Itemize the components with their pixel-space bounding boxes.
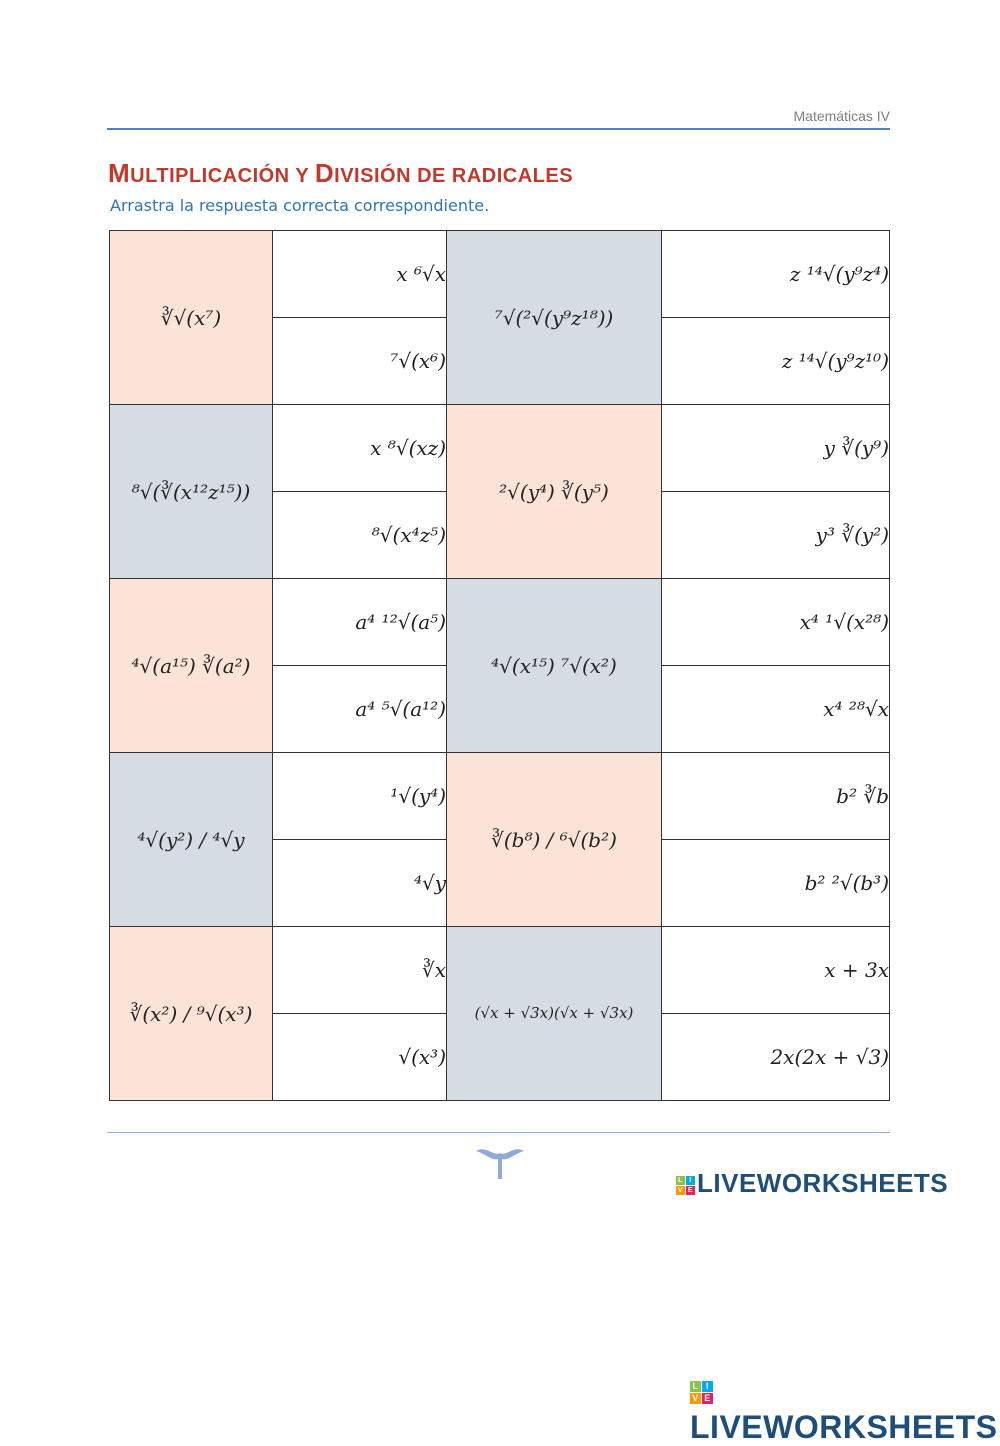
question-cell-expr: ∛(b⁸) / ⁶√(b²)	[491, 827, 617, 852]
answer-option-expr: ¹√(y⁴)	[390, 784, 446, 808]
brand-mark-icon: L I V E	[677, 1176, 694, 1194]
table-row	[110, 579, 890, 666]
question-cell	[447, 927, 662, 1101]
question-cell-expr: ⁴√(a¹⁵) ∛(a²)	[131, 653, 251, 678]
question-cell	[110, 405, 273, 579]
question-cell-expr: ⁴√(x¹⁵) ⁷√(x²)	[491, 653, 617, 678]
exercise-table	[109, 230, 890, 1101]
title-cap-m: M	[108, 158, 131, 188]
answer-option-expr: ⁷√(x⁶)	[390, 349, 446, 373]
answer-option[interactable]	[273, 318, 447, 405]
title-y: Y	[295, 165, 315, 187]
title-rest-1: ULTIPLICACIÓN	[130, 165, 296, 187]
title-rest-2: IVISIÓN DE RADICALES	[334, 165, 574, 187]
answer-option-expr: x⁴ ¹√(x²⁸)	[799, 610, 889, 634]
table-row	[110, 753, 890, 840]
question-cell-expr: ⁴√(y²) / ⁴√y	[137, 827, 245, 852]
answer-option[interactable]	[273, 1014, 447, 1101]
question-cell	[110, 927, 273, 1101]
question-cell-expr: ∛(x²) / ⁹√(x³)	[129, 1001, 253, 1026]
answer-option-expr: x⁴ ²⁸√x	[823, 697, 889, 721]
worksheet-title	[108, 158, 573, 189]
question-cell	[447, 231, 662, 405]
answer-option-expr: ∛x	[421, 958, 446, 982]
ornament-icon	[472, 1143, 528, 1183]
question-cell	[110, 753, 273, 927]
answer-option-expr: a⁴ ⁵√(a¹²)	[355, 697, 446, 721]
question-cell-expr: ∛√(x⁷)	[160, 305, 222, 330]
table-row	[110, 927, 890, 1014]
brand-text: LIVEWORKSHEETS	[690, 1409, 998, 1445]
question-cell	[447, 753, 662, 927]
worksheet-subtitle: Arrastra la respuesta correcta correspondiente.	[110, 196, 490, 215]
answer-option-expr: z ¹⁴√(y⁹z⁴)	[789, 262, 889, 286]
footer-rule	[107, 1132, 890, 1133]
table-row	[110, 405, 890, 492]
answer-option[interactable]	[273, 231, 447, 318]
answer-option-expr: √(x³)	[398, 1045, 446, 1069]
answer-option[interactable]	[662, 579, 890, 666]
answer-option[interactable]	[273, 492, 447, 579]
answer-option-expr: x ⁶√x	[396, 262, 446, 286]
answer-option[interactable]	[273, 753, 447, 840]
answer-option-expr: x ⁸√(xz)	[370, 436, 446, 460]
question-cell-expr: ⁷√(²√(y⁹z¹⁸))	[494, 305, 614, 330]
answer-option-expr: 2x(2x + √3)	[770, 1045, 889, 1069]
answer-option[interactable]	[273, 927, 447, 1014]
answer-option-expr: ⁸√(x⁴z⁵)	[371, 523, 446, 547]
answer-option-expr: b² ²√(b³)	[804, 871, 889, 895]
answer-option[interactable]	[662, 840, 890, 927]
answer-option[interactable]	[273, 579, 447, 666]
question-cell	[110, 579, 273, 753]
answer-option[interactable]	[662, 666, 890, 753]
table-row	[110, 231, 890, 318]
answer-option[interactable]	[662, 318, 890, 405]
question-cell-expr: (√x + √3x)(√x + √3x)	[474, 1004, 634, 1022]
answer-option-expr: y³ ∛(y²)	[815, 523, 889, 547]
course-label: Matemáticas IV	[793, 108, 890, 124]
brand-mark-icon: L I V E	[690, 1381, 713, 1404]
answer-option-expr: x + 3x	[824, 958, 889, 982]
answer-option[interactable]	[662, 1014, 890, 1101]
answer-option-expr: b² ∛b	[836, 784, 889, 808]
answer-option[interactable]	[662, 405, 890, 492]
answer-option-expr: z ¹⁴√(y⁹z¹⁰)	[781, 349, 889, 373]
brand-logo-mid	[676, 1168, 948, 1199]
answer-option[interactable]	[273, 405, 447, 492]
question-cell	[110, 231, 273, 405]
answer-option[interactable]	[662, 753, 890, 840]
title-cap-d: D	[314, 158, 335, 188]
question-cell	[447, 579, 662, 753]
answer-option-expr: y ∛(y⁹)	[823, 436, 889, 460]
question-cell-expr: ⁸√(∛(x¹²z¹⁵))	[131, 479, 251, 504]
brand-logo-bottom	[690, 1372, 1000, 1446]
brand-text: LIVEWORKSHEETS	[697, 1168, 949, 1198]
question-cell-expr: ²√(y⁴) ∛(y⁵)	[499, 479, 609, 504]
header-rule	[107, 128, 890, 130]
answer-option[interactable]	[662, 927, 890, 1014]
answer-option-expr: a⁴ ¹²√(a⁵)	[355, 610, 446, 634]
answer-option[interactable]	[662, 492, 890, 579]
answer-option[interactable]	[662, 231, 890, 318]
question-cell	[447, 405, 662, 579]
answer-option-expr: ⁴√y	[413, 871, 446, 895]
answer-option[interactable]	[273, 840, 447, 927]
answer-option[interactable]	[273, 666, 447, 753]
